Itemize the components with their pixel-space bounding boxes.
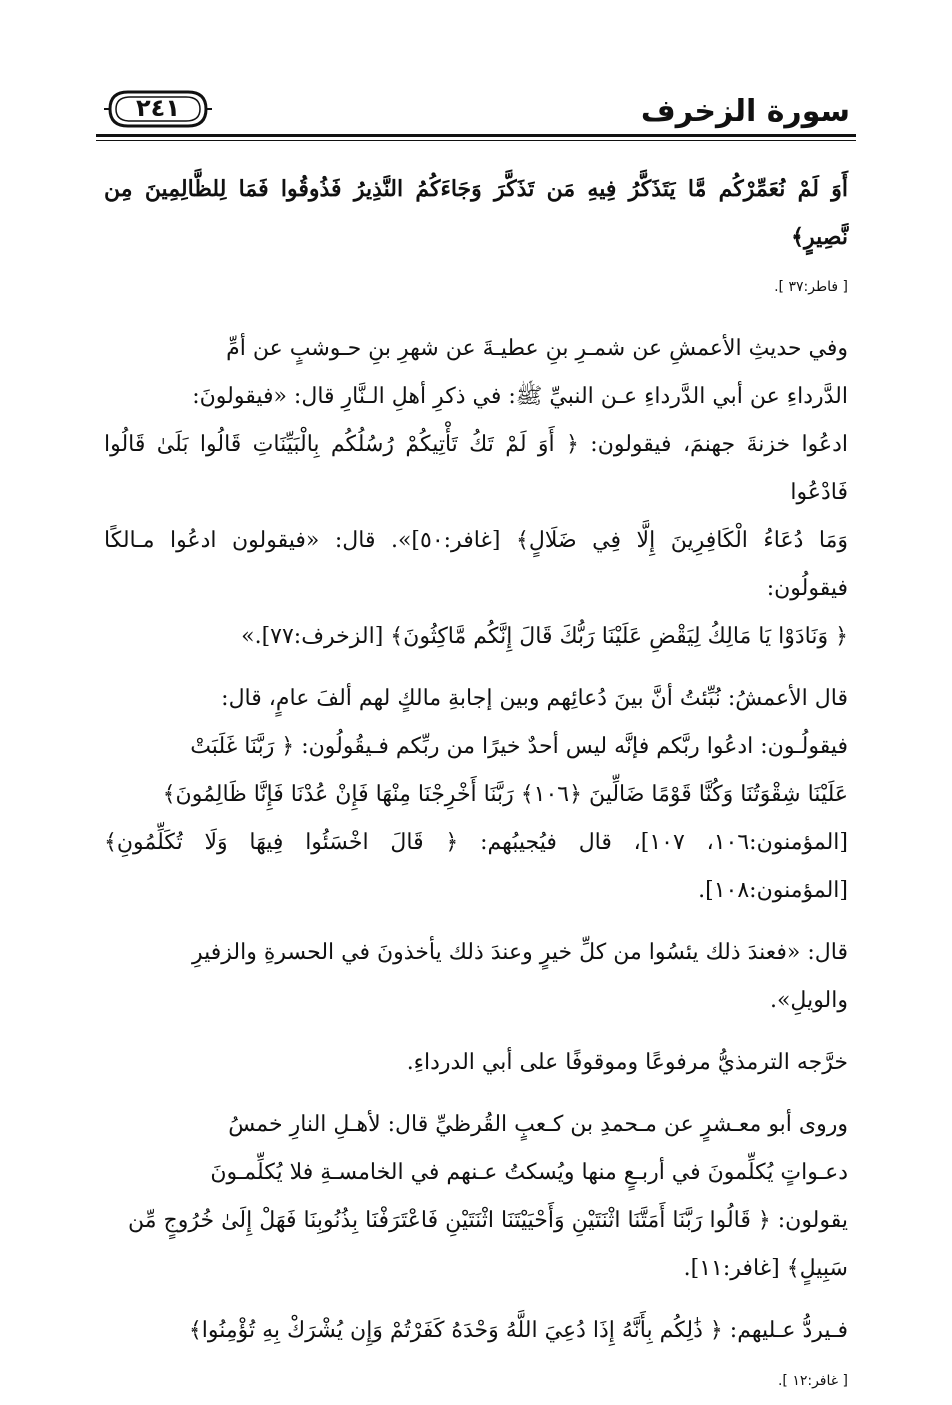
quran-verse: أَوَ لَمْ نُعَمِّرْكُم مَّا يَتَذَكَّرُ فِيهِ مَن تَذَكَّرَ وَجَاءَكُمُ النَّذِيرُ فَذُوقُوا فَمَا لِلظَّالِمِينَ مِن نَّصِيرٍ﴾ <box>104 176 848 250</box>
narration-line: فـيردُّ عـليهم: ﴿ ذَٰلِكُم بِأَنَّهُ إِذَا دُعِيَ اللَّهُ وَحْدَهُ كَفَرْتُمْ وَإِن يُشْرَكْ بِهِ تُؤْمِنُوا﴾ <box>188 1318 848 1343</box>
hadith-line: ﴿ وَنَادَوْا يَا مَالِكُ لِيَقْضِ عَلَيْنَا رَبُّكَ قَالَ إِنَّكُم مَّاكِثُونَ﴾ [الزخرف:٧٧].» <box>241 624 848 649</box>
verse-reference: [ فاطر:٣٧ ]. <box>774 279 848 295</box>
narration-line: قال: «فعندَ ذلك يئسُوا من كلِّ خيرٍ وعندَ ذلك يأخذونَ في الحسرةِ والزفيرِ <box>191 940 848 965</box>
page-body <box>104 165 848 1405</box>
page-number: ٢٤١ <box>136 94 180 122</box>
page-number-badge <box>104 88 212 130</box>
narration-line: فيقولُـون: ادعُوا ربَّكم فإنَّه ليس أحدٌ خيرًا من ربِّكم فـيقُولُون: ﴿ رَبَّنَا غَلَبَتْ <box>190 734 848 759</box>
surah-title: سورة الزخرف <box>640 94 850 129</box>
hadith-line: وفي حديثِ الأعمشِ عن شمـرِ بنِ عطيـةَ عن شهرِ بنِ حـوشبٍ عن أمِّ <box>226 336 848 361</box>
page-header <box>96 82 856 142</box>
narration-line: [المؤمنون:١٠٦، ١٠٧]، قال فيُجيبُهم: ﴿ قَالَ اخْسَئُوا فِيهَا وَلَا تُكَلِّمُونِ﴾ [المؤمنون:١٠٨]. <box>104 830 848 903</box>
header-divider <box>96 134 856 137</box>
narration-line: عَلَيْنَا شِقْوَتُنَا وَكُنَّا قَوْمًا ضَالِّينَ ﴿١٠٦﴾ رَبَّنَا أَخْرِجْنَا مِنْهَا فَإِنْ عُدْنَا فَإِنَّا ظَالِمُونَ﴾ <box>162 782 848 807</box>
verse-reference: [ غافر:١٢ ]. <box>777 1373 848 1389</box>
narration-line: دعـواتٍ يُكلِّمونَ في أربـعٍ منها ويُسكتُ عـنهم في الخامسـةِ فلا يُكلِّمـونَ <box>210 1160 848 1185</box>
narration-line: يقولون: ﴿ قَالُوا رَبَّنَا أَمَتَّنَا اثْنَتَيْنِ وَأَحْيَيْتَنَا اثْنَتَيْنِ فَاعْتَرَفْنَا بِذُنُوبِنَا فَهَلْ إِلَىٰ خُرُوجٍ مِّن <box>128 1208 848 1233</box>
narration-line: قال الأعمشُ: نُبِّئتُ أنَّ بينَ دُعائِهم وبين إجابةِ مالكٍ لهم ألفَ عامٍ، قال: <box>221 686 848 711</box>
header-divider-thin <box>96 140 856 141</box>
narration-line: وروى أبو معـشرٍ عن مـحمدِ بن كـعبٍ القُرظيِّ قال: لأهـلِ النارِ خمسُ <box>228 1112 848 1137</box>
hadith-line: وَمَا دُعَاءُ الْكَافِرِينَ إِلَّا فِي ضَلَالٍ﴾ [غافر:٥٠]». قال: «فيقولون ادعُوا مـالكًا فيقولُون: <box>104 528 848 601</box>
hadith-line: الدَّرداءِ عن أبي الدَّرداءِ عـن النبيِّ ﷺ: في ذكرِ أهلِ الـنَّارِ قال: «فيقولونَ: <box>192 384 848 409</box>
narration-line: والويلِ». <box>769 988 848 1013</box>
takhrij-line: خرَّجه الترمذيُّ مرفوعًا وموقوفًا على أبي الدرداءِ. <box>406 1050 848 1075</box>
hadith-line: ادعُوا خزنةَ جهنمَ، فيقولون: ﴿ أَوَ لَمْ تَكُ تَأْتِيكُمْ رُسُلُكُم بِالْبَيِّنَاتِ قَالُوا بَلَىٰ قَالُوا فَادْعُوا <box>104 432 848 505</box>
narration-line: سَبِيلٍ﴾ [غافر:١١]. <box>683 1256 848 1281</box>
